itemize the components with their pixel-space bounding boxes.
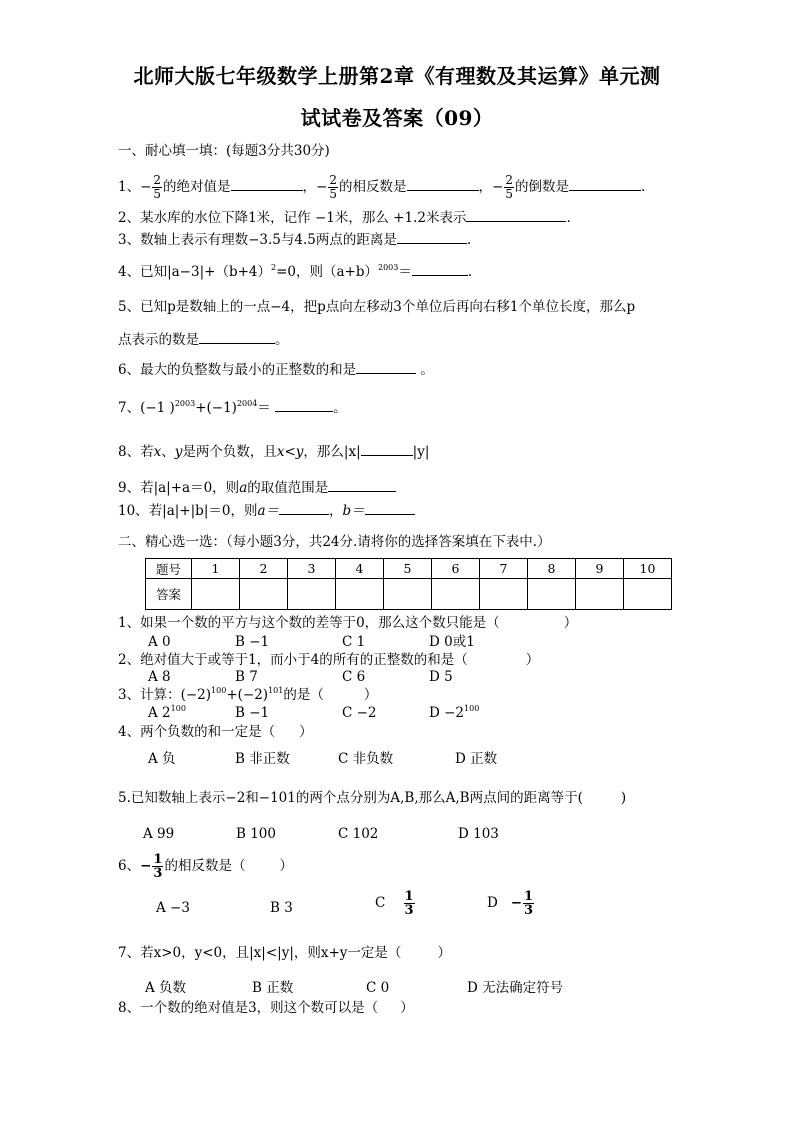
s1-q10: 10、若|a|+|b|＝0，则a＝ ，b＝: [118, 501, 415, 520]
answer-cell[interactable]: [576, 579, 624, 610]
option[interactable]: B −1: [235, 634, 270, 650]
option[interactable]: C −2: [342, 705, 377, 721]
answer-blank[interactable]: [356, 360, 416, 374]
s2-q6-stem: 6、− $\frac{1}{3}$ 的相反数是（ ）: [118, 852, 293, 881]
section1-note: (每题3分共30分): [226, 143, 330, 159]
table-num: 6: [432, 559, 480, 579]
answer-cell[interactable]: [624, 579, 672, 610]
option[interactable]: B 100: [236, 826, 276, 842]
answer-blank[interactable]: [466, 208, 566, 222]
s1-q4: 4、已知$|a-3|+(b+4)^2=0$，则$(a+b)^{2003}=$ .: [118, 263, 473, 280]
s2-q8-stem: 8、一个数的绝对值是3，则这个数可以是（ ）: [118, 1000, 414, 1016]
s1-q5-line2: 点表示的数是 。: [118, 332, 289, 348]
answer-blank[interactable]: [328, 478, 396, 492]
table-num: 3: [288, 559, 336, 579]
table-num: 7: [480, 559, 528, 579]
option[interactable]: D 0或1: [429, 634, 475, 650]
answer-cell[interactable]: [480, 579, 528, 610]
s1-q5-line1: 5、已知p是数轴上的一点−4，把p点向左移动3个单位后再向右移1个单位长度，那么p: [118, 299, 636, 315]
s2-q4-stem: 4、两个负数的和一定是（ ）: [118, 724, 313, 740]
s1-q7: 7、(−1 )$^{2003}+(-1)^{2004}=$ 。: [118, 399, 347, 416]
answer-cell[interactable]: [192, 579, 240, 610]
option[interactable]: A 0: [148, 634, 171, 650]
s1-q3: 3、数轴上表示有理数−3.5与4.5两点的距离是 .: [118, 232, 472, 248]
answer-cell[interactable]: [384, 579, 432, 610]
table-header-label: 题号: [146, 559, 192, 579]
option[interactable]: C 6: [342, 669, 366, 685]
answer-blank[interactable]: [231, 177, 303, 191]
option[interactable]: A 8: [148, 669, 171, 685]
fraction-2-5: $\frac{2}{5}$: [329, 173, 337, 201]
option[interactable]: $D -2^{100}$: [429, 704, 480, 721]
option[interactable]: D 103: [458, 826, 499, 842]
fraction-1-3: $\frac{1}{3}$: [153, 852, 163, 881]
section2-heading: 二、精心选一选：（每小题3分，共24分.请将你的选择答案填在下表中.）: [118, 534, 551, 550]
option[interactable]: A 99: [143, 826, 175, 842]
fraction-2-5: $\frac{2}{5}$: [505, 173, 513, 201]
answer-blank[interactable]: [412, 262, 468, 276]
table-num: 5: [384, 559, 432, 579]
table-num: 1: [192, 559, 240, 579]
option[interactable]: C 1: [342, 634, 366, 650]
option[interactable]: B 非正数: [235, 751, 290, 767]
table-num: 4: [336, 559, 384, 579]
table-num: 10: [624, 559, 672, 579]
section1-heading-text: 一、耐心填一填：: [118, 143, 226, 159]
option[interactable]: A −3: [156, 900, 190, 916]
option[interactable]: B 7: [235, 669, 258, 685]
s2-q2-stem: 2、绝对值大于或等于1，而小于4的所有的正整数的和是（ ）: [118, 652, 540, 668]
s2-q5-stem: 5.已知数轴上表示−2和−101的两个点分别为A,B,那么A,B两点间的距离等于( ): [118, 790, 627, 806]
answer-blank[interactable]: [199, 330, 275, 344]
section1-heading: [118, 142, 330, 160]
fraction-1-3: $\frac{1}{3}$: [524, 889, 534, 918]
answer-blank[interactable]: [569, 177, 641, 191]
option[interactable]: B 3: [270, 900, 293, 916]
table-num: 9: [576, 559, 624, 579]
answer-table: [145, 558, 672, 610]
answer-table-header-row: [146, 559, 672, 579]
option[interactable]: A 负数: [145, 980, 187, 996]
fraction-1-3: $\frac{1}{3}$: [404, 889, 414, 918]
answer-blank[interactable]: [397, 230, 467, 244]
option[interactable]: B −1: [235, 705, 270, 721]
table-num: 2: [240, 559, 288, 579]
answer-table-answer-row: [146, 579, 672, 610]
answer-blank[interactable]: [365, 501, 415, 515]
answer-cell[interactable]: [240, 579, 288, 610]
answer-cell[interactable]: [432, 579, 480, 610]
title-line-2: 试试卷及答案（09）: [300, 106, 494, 130]
s1-q2: 2、某水库的水位下降1米，记作 −1米，那么 +1.2米表示 .: [118, 210, 571, 226]
q1-prefix: 1、−: [118, 179, 152, 195]
answer-blank[interactable]: [407, 177, 479, 191]
s1-q8: 8、若x、y是两个负数，且x<y，那么|x| |y|: [118, 444, 430, 460]
table-num: 8: [528, 559, 576, 579]
option[interactable]: C 102: [338, 826, 379, 842]
answer-blank[interactable]: [361, 442, 413, 456]
answer-cell[interactable]: [288, 579, 336, 610]
answer-cell[interactable]: [336, 579, 384, 610]
s2-q1-stem: 1、如果一个数的平方与这个数的差等于0，那么这个数只能是（ ）: [118, 615, 578, 631]
option[interactable]: A $2^{100}$: [148, 704, 186, 721]
s2-q3-stem: 3、计算：$(-2)^{100}+(-2)^{101}$的是（ ）: [118, 686, 378, 703]
s1-q1: 1、− $\frac{2}{5}$ 的绝对值是 ，− $\frac{2}{5}$ 的相反数是 ，− $\frac{2}{5}$ 的倒数是 .: [118, 173, 646, 201]
title-line-1: 北师大版七年级数学上册第2章《有理数及其运算》单元测: [133, 64, 661, 88]
fraction-2-5: $\frac{2}{5}$: [153, 173, 162, 201]
option[interactable]: C 0: [366, 980, 390, 996]
option[interactable]: C $\frac{1}{3}$: [375, 889, 414, 918]
option[interactable]: D 5: [429, 669, 453, 685]
s2-q7-stem: 7、若x>0，y<0，且|x|<|y|，则x+y一定是（ ）: [118, 945, 451, 961]
option[interactable]: D 正数: [455, 751, 498, 767]
table-answer-label: 答案: [146, 579, 192, 610]
answer-blank[interactable]: [279, 501, 329, 515]
option[interactable]: D 无法确定符号: [467, 980, 564, 996]
option[interactable]: A 负: [148, 751, 176, 767]
answer-cell[interactable]: [528, 579, 576, 610]
s1-q6: 6、最大的负整数与最小的正整数的和是 。: [118, 362, 434, 378]
option[interactable]: C 非负数: [338, 751, 394, 767]
option[interactable]: B 正数: [252, 980, 294, 996]
option[interactable]: D − $\frac{1}{3}$: [487, 889, 534, 918]
s1-q9: 9、若|a|+a＝0，则a的取值范围是: [118, 478, 396, 497]
answer-blank[interactable]: [275, 398, 333, 412]
